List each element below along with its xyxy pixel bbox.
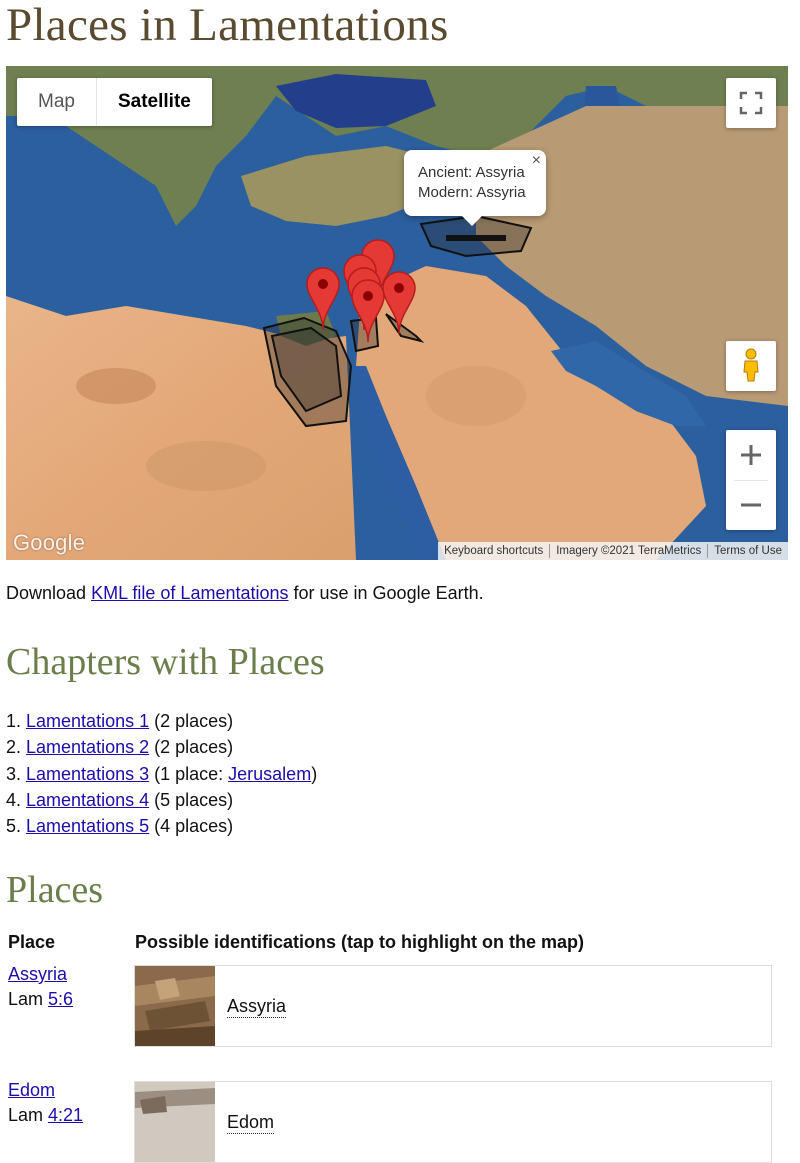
chapter-link[interactable]: Lamentations 5 — [26, 816, 150, 837]
chapter-link[interactable]: Lamentations 2 — [26, 737, 150, 758]
chapter-place-count: (2 places) — [149, 737, 234, 758]
column-header-place: Place — [8, 932, 56, 952]
chapter-link[interactable]: Lamentations 3 — [26, 763, 150, 784]
keyboard-shortcuts-link[interactable]: Keyboard shortcuts — [444, 545, 544, 557]
zoom-control — [726, 430, 776, 530]
identification-card[interactable] — [134, 965, 772, 1047]
chapter-place-count: (5 places) — [149, 789, 234, 810]
map-view[interactable] — [6, 66, 788, 560]
close-icon[interactable]: × — [531, 152, 541, 169]
thumbnail-image — [135, 966, 215, 1046]
list-number: 1. — [6, 711, 27, 731]
list-number: 4. — [6, 789, 27, 810]
zoom-out-button[interactable] — [726, 480, 776, 530]
info-modern-name: Modern: Assyria — [418, 184, 526, 201]
chapter-place-count: (2 places) — [149, 711, 234, 731]
info-window-tail — [462, 216, 482, 226]
street-view-button[interactable] — [726, 341, 776, 391]
chapters-list — [6, 708, 317, 839]
reference-prefix: Lam — [8, 989, 49, 1009]
verse-link[interactable]: 5:6 — [48, 989, 74, 1009]
map-attribution — [438, 542, 788, 560]
column-header-identifications: Possible identifications (tap to highlight on the map) — [135, 932, 584, 952]
chapters-heading: Chapters with Places — [6, 641, 325, 683]
list-item — [6, 761, 317, 787]
chapter-place-count: (1 place: — [149, 763, 229, 784]
list-item — [6, 708, 317, 734]
table-row — [8, 1078, 83, 1128]
pegman-icon — [726, 341, 776, 391]
satellite-imagery[interactable] — [6, 66, 788, 560]
identification-label: Assyria — [227, 996, 287, 1016]
info-ancient-name: Ancient: Assyria — [418, 164, 525, 181]
download-suffix: for use in Google Earth. — [288, 583, 484, 603]
table-row — [8, 962, 73, 1012]
download-line — [6, 583, 484, 604]
reference-prefix: Lam — [8, 1105, 49, 1125]
place-link[interactable]: Edom — [8, 1080, 56, 1100]
minus-icon — [739, 493, 763, 517]
download-prefix: Download — [6, 583, 92, 603]
chapter-place-close: ) — [311, 763, 318, 784]
fullscreen-button[interactable] — [726, 78, 776, 128]
map-type-map-button[interactable]: Map — [38, 91, 75, 112]
list-item — [6, 734, 317, 760]
identification-card[interactable] — [134, 1081, 772, 1163]
place-link[interactable]: Jerusalem — [228, 763, 312, 784]
list-item — [6, 787, 317, 813]
google-logo: Google — [13, 530, 86, 555]
thumbnail-image — [135, 1082, 215, 1162]
imagery-credit: Imagery ©2021 TerraMetrics — [556, 545, 702, 557]
list-number: 2. — [6, 737, 27, 758]
list-item — [6, 813, 317, 839]
place-link[interactable]: Assyria — [8, 964, 68, 984]
chapter-link[interactable]: Lamentations 4 — [26, 789, 150, 810]
fullscreen-icon — [726, 78, 776, 128]
list-number: 3. — [6, 763, 27, 784]
kml-download-link[interactable]: KML file of Lamentations — [91, 583, 289, 603]
places-heading: Places — [6, 869, 104, 911]
terms-of-use-link[interactable]: Terms of Use — [714, 545, 782, 557]
map-type-satellite-button[interactable]: Satellite — [117, 91, 191, 112]
verse-link[interactable]: 4:21 — [48, 1105, 84, 1125]
identification-label: Edom — [227, 1112, 275, 1132]
chapter-link[interactable]: Lamentations 1 — [26, 711, 150, 731]
chapter-place-count: (4 places) — [149, 816, 234, 837]
zoom-in-button[interactable] — [726, 430, 776, 480]
plus-icon — [739, 443, 763, 467]
map-type-control — [17, 78, 212, 126]
page-title: Places in Lamentations — [6, 0, 449, 51]
map-info-window — [404, 150, 546, 216]
list-number: 5. — [6, 816, 27, 837]
divider — [734, 480, 768, 481]
